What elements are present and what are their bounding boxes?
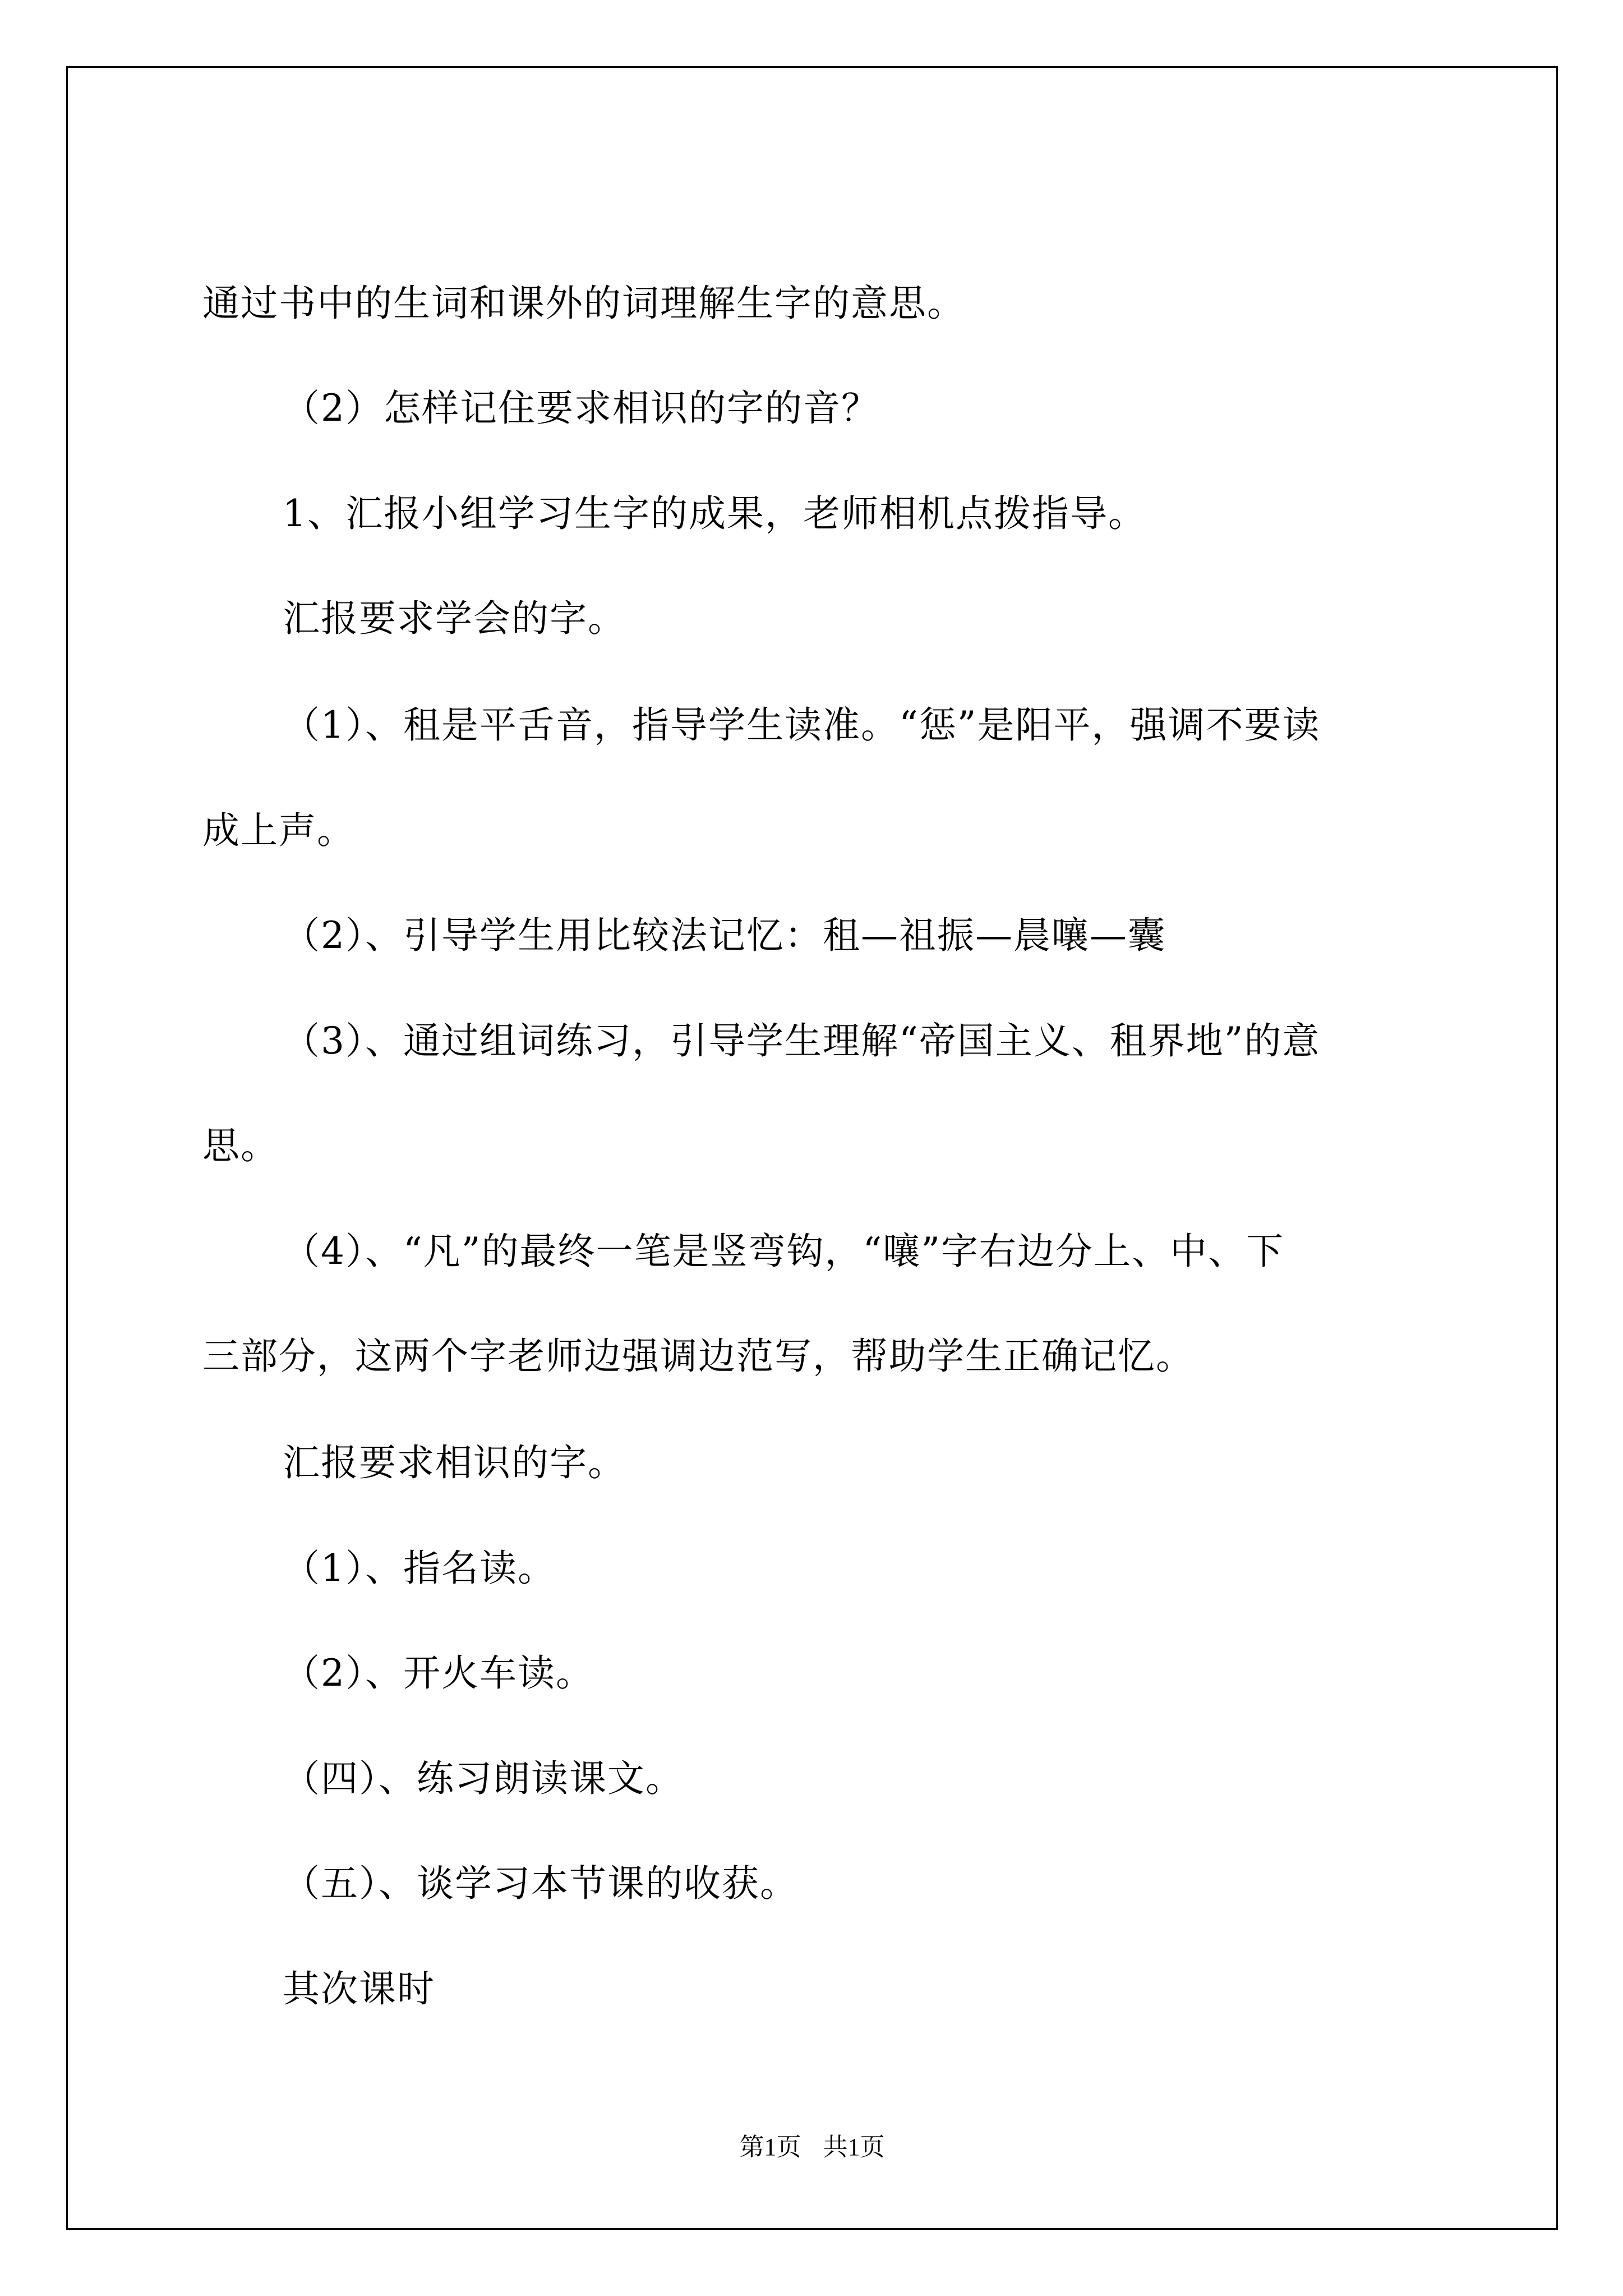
page-number-current: 第1页 — [739, 2133, 801, 2161]
page-footer — [68, 2131, 1556, 2164]
text-line-8: （3）、通过组词练习，引导学生理解“帝国主义、租界地”的意 — [283, 1019, 1321, 1062]
text-line-13: （1）、指名读。 — [283, 1547, 556, 1590]
text-line-16: （五）、谈学习本节课的收获。 — [283, 1862, 798, 1905]
text-line-15: （四）、练习朗读课文。 — [283, 1757, 684, 1800]
document-body — [68, 68, 1556, 2228]
text-line-2: （2）怎样记住要求相识的字的音？ — [283, 386, 879, 430]
text-line-17: 其次课时 — [283, 1967, 435, 2010]
text-line-5: （1）、租是平舌音，指导学生读准。“惩”是阳平，强调不要读 — [283, 703, 1321, 747]
text-line-12: 汇报要求相识的字。 — [283, 1441, 626, 1484]
text-line-11: 三部分，这两个字老师边强调边范写，帮助学生正确记忆。 — [202, 1335, 1194, 1378]
page-border — [66, 66, 1558, 2230]
text-line-14: （2）、开火车读。 — [283, 1651, 594, 1695]
text-line-3: 1、汇报小组学习生字的成果，老师相机点拨指导。 — [283, 492, 1146, 535]
text-line-10: （4）、“凡”的最终一笔是竖弯钩，“嚷”字右边分上、中、下 — [283, 1230, 1284, 1273]
text-line-4: 汇报要求学会的字。 — [283, 597, 626, 640]
page-number-total: 共1页 — [823, 2133, 885, 2161]
text-line-7: （2）、引导学生用比较法记忆：租—祖振—晨嚷—囊 — [283, 914, 1166, 957]
text-line-9: 思。 — [202, 1124, 279, 1167]
text-line-6: 成上声。 — [202, 809, 355, 852]
text-line-1: 通过书中的生词和课外的词理解生字的意思。 — [202, 282, 965, 325]
